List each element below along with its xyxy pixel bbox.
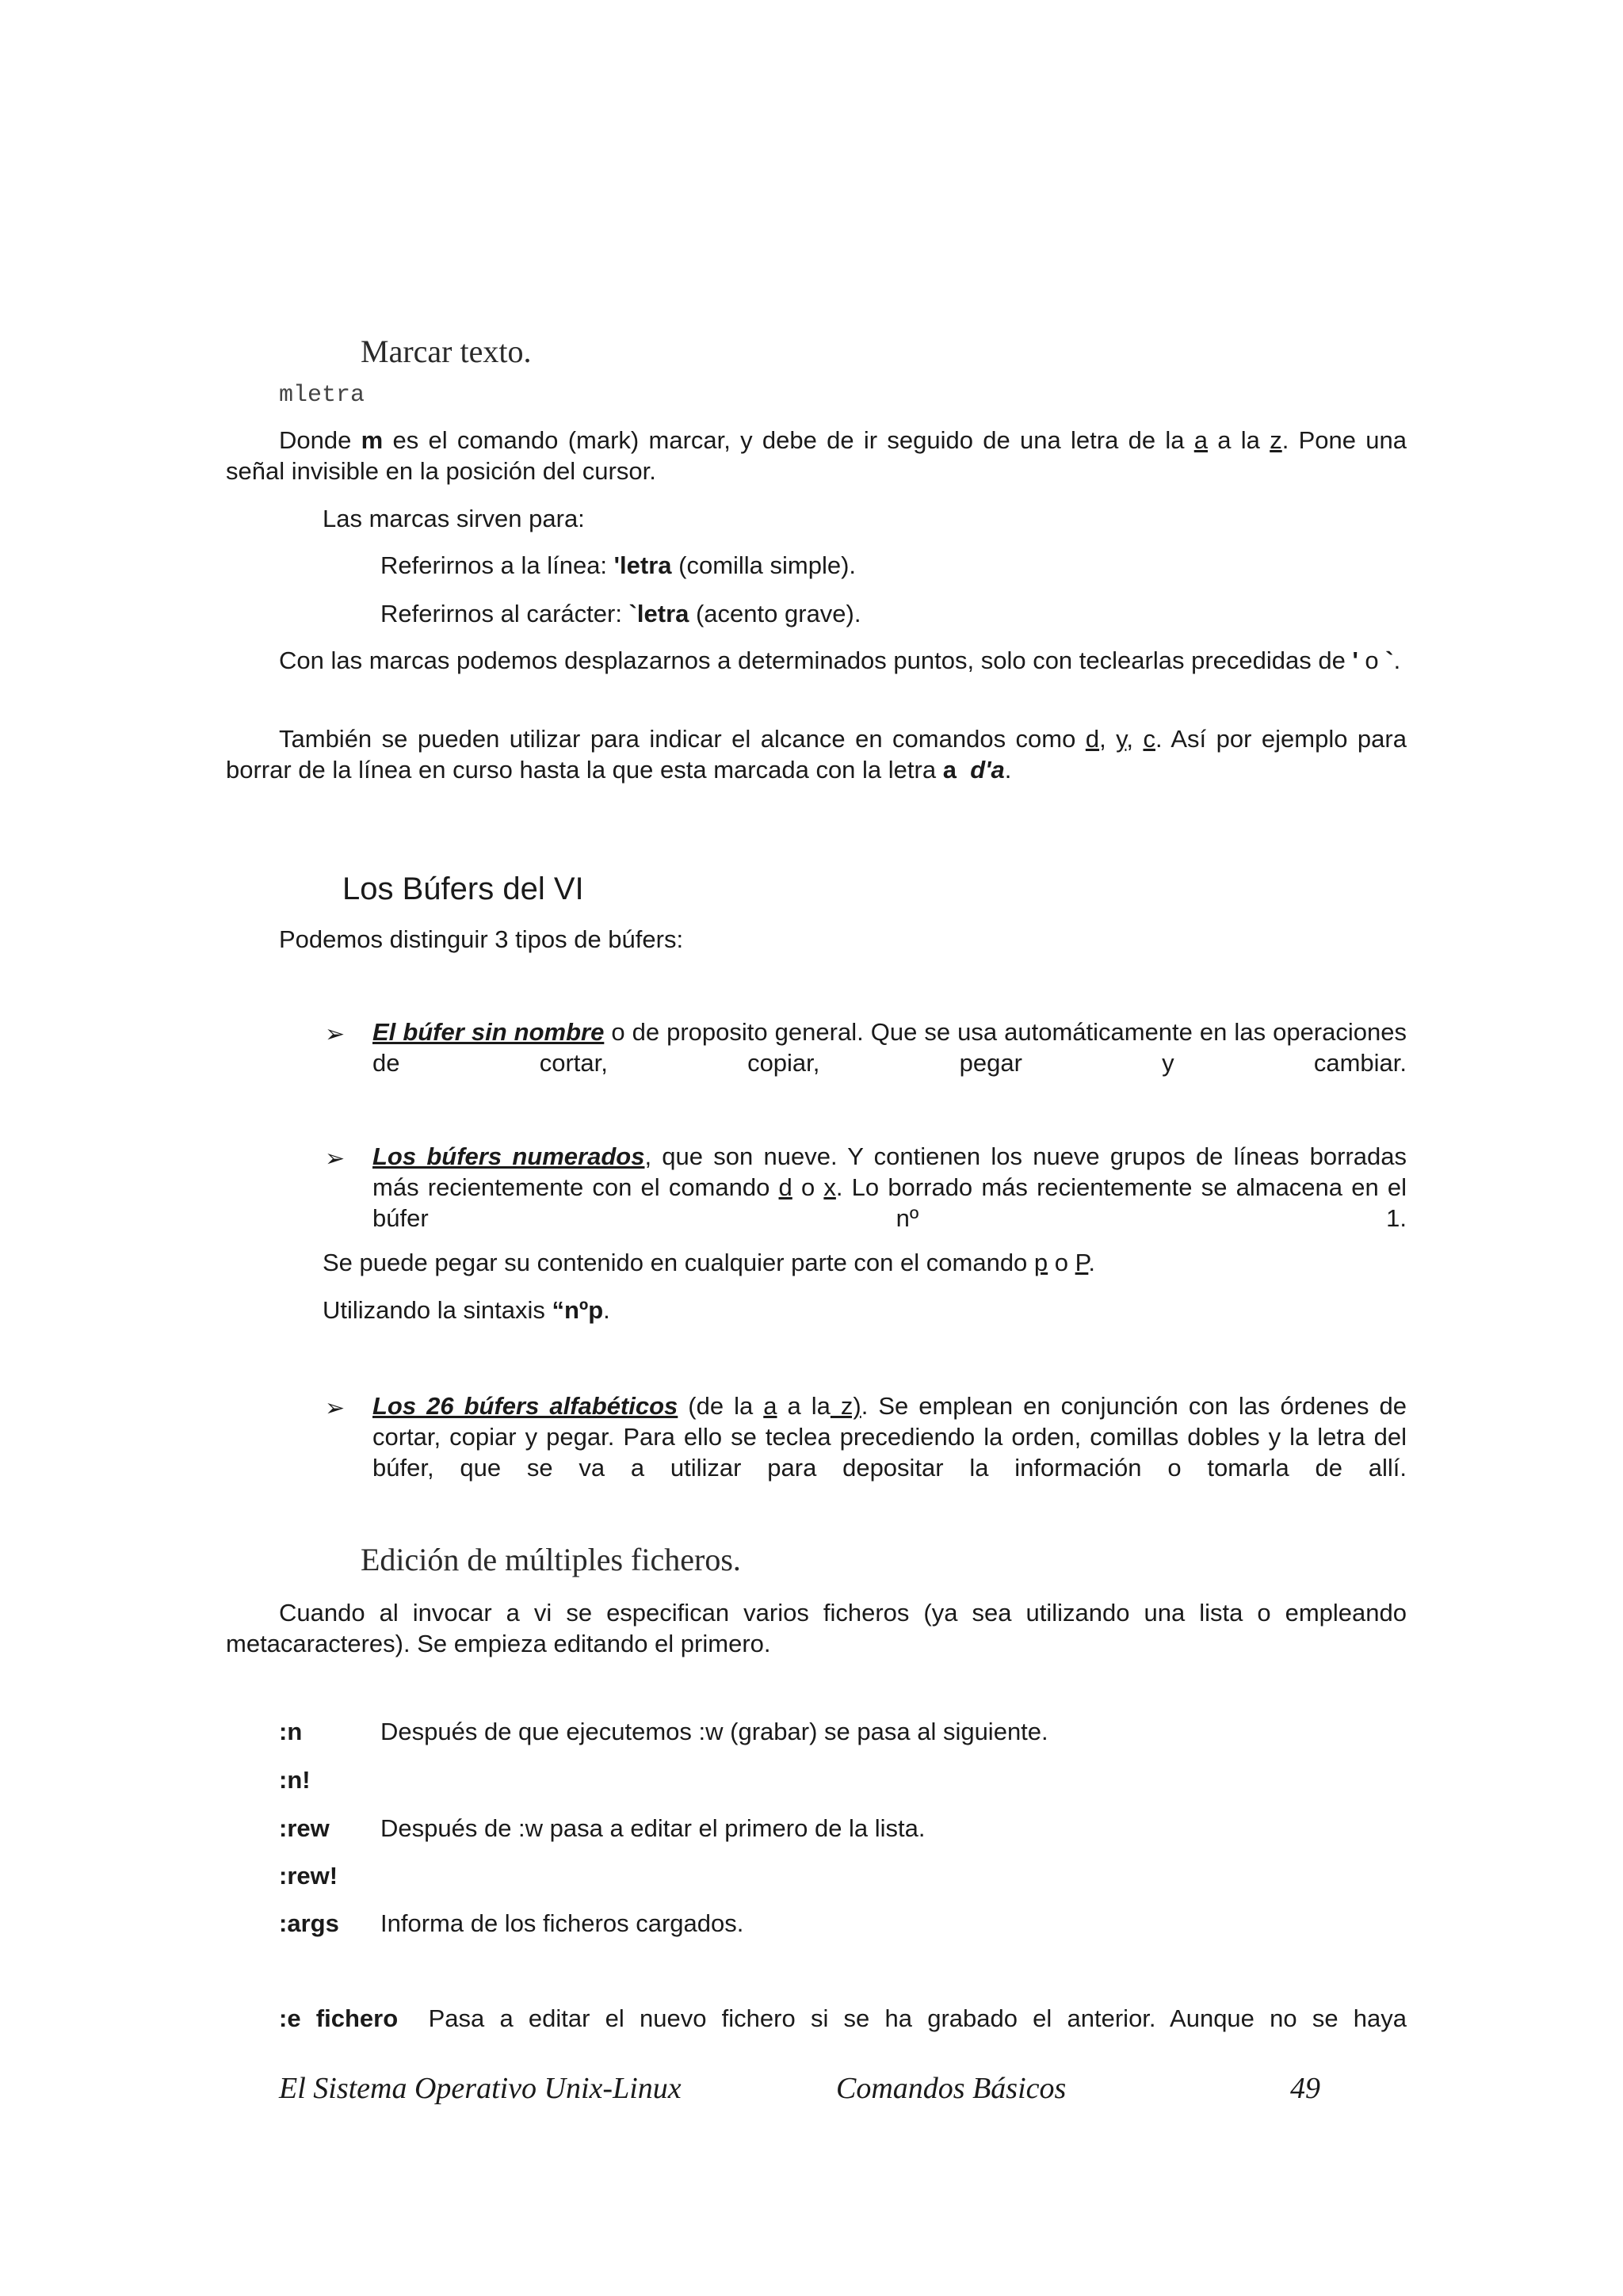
- mark-use-line: Referirnos a la línea: 'letra (comilla simple).: [380, 551, 857, 579]
- note-syntax: Utilizando la sintaxis “nºp.: [323, 1296, 610, 1324]
- paragraph-marks-range: También se pueden utilizar para indicar el alcance en comandos como d, y, c. Así por ejemplo para borrar de la línea en curso hasta la que esta marcada con la letra a d'a.: [226, 725, 1407, 784]
- command-n-force: :n!: [279, 1766, 311, 1794]
- command-rew: :rew: [279, 1814, 330, 1842]
- command-args-description: Informa de los ficheros cargados.: [380, 1909, 744, 1937]
- section-title-multiples: Edición de múltiples ficheros.: [361, 1542, 741, 1577]
- section-title-marcar: Marcar texto.: [361, 334, 532, 369]
- command-e-fichero: :e fichero Pasa a editar el nuevo fichero si se ha grabado el anterior. Aunque no se haya: [279, 2004, 1407, 2032]
- command-args: :args: [279, 1909, 339, 1937]
- footer-book-title: El Sistema Operativo Unix-Linux: [279, 2072, 682, 2105]
- paragraph-bufers-intro: Podemos distinguir 3 tipos de búfers:: [279, 925, 684, 953]
- paragraph-marks-movement: Con las marcas podemos desplazarnos a determinados puntos, solo con teclearlas precedidas de ' o `.: [279, 646, 1401, 674]
- footer-chapter: Comandos Básicos: [836, 2072, 1067, 2105]
- paragraph-marks-purpose: Las marcas sirven para:: [323, 505, 585, 532]
- section-title-bufers: Los Búfers del VI: [342, 871, 584, 906]
- command-n-description: Después de que ejecutemos :w (grabar) se pasa al siguiente.: [380, 1718, 1048, 1745]
- mark-use-character: Referirnos al carácter: `letra (acento grave).: [380, 600, 861, 627]
- command-rew-force: :rew!: [279, 1862, 338, 1890]
- bullet-numbered-buffers: Los búfers numerados, que son nueve. Y contienen los nueve grupos de líneas borradas más recientemente con el comando d o x. Lo borrado más recientemente se almacena en el búfer nº 1.: [372, 1142, 1407, 1232]
- bullet-alphabetic-buffers: Los 26 búfers alfabéticos (de la a a la z). Se emplean en conjunción con las órdenes de cortar, copiar y pegar. Para ello se teclea precediendo la orden, comillas dobles y la letra del búfer, que se va a utilizar para depositar la información o tomarla de allí.: [372, 1392, 1407, 1482]
- paragraph-mark-definition: Donde m es el comando (mark) marcar, y debe de ir seguido de una letra de la a a la z. Pone una señal invisible en la posición del cursor.: [226, 426, 1407, 485]
- paragraph-multiples-intro: Cuando al invocar a vi se especifican varios ficheros (ya sea utilizando una lista o empleando metacaracteres). Se empieza editando el primero.: [226, 1599, 1407, 1657]
- command-n: :n: [279, 1718, 303, 1745]
- footer-page-number: 49: [1290, 2072, 1320, 2105]
- syntax-mletra: mletra: [279, 382, 365, 409]
- note-paste-command: Se puede pegar su contenido en cualquier parte con el comando p o P.: [323, 1249, 1095, 1276]
- arrow-bullet-icon: ➢: [325, 1146, 346, 1172]
- bullet-unnamed-buffer: El búfer sin nombre o de proposito general. Que se usa automáticamente en las operaciones de cortar, copiar, pegar y cambiar.: [372, 1018, 1407, 1077]
- arrow-bullet-icon: ➢: [325, 1021, 346, 1047]
- arrow-bullet-icon: ➢: [325, 1395, 346, 1421]
- command-rew-description: Después de :w pasa a editar el primero de la lista.: [380, 1814, 926, 1842]
